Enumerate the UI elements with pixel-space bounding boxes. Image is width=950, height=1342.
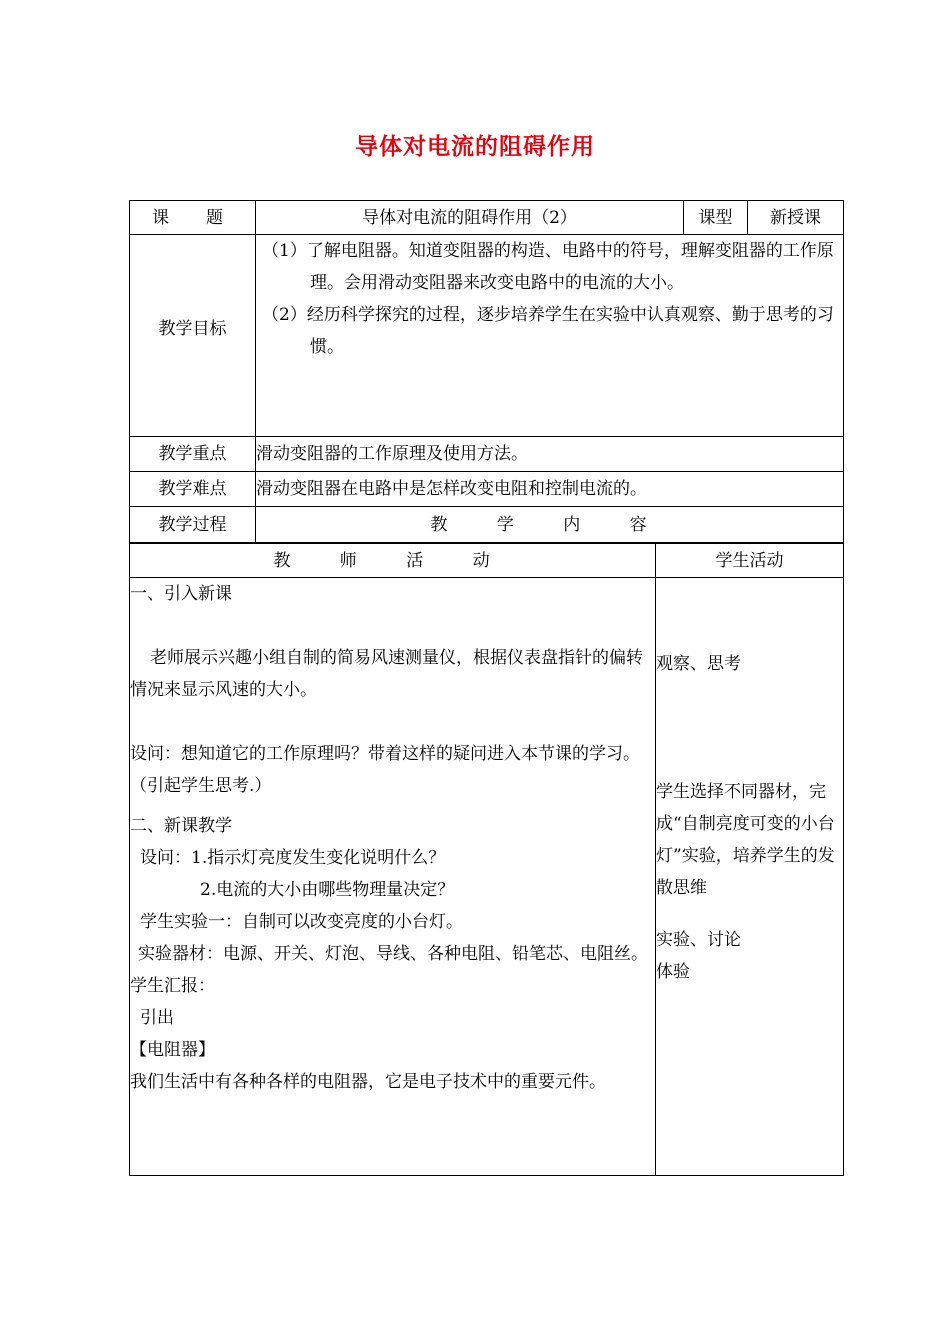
topic-row (130, 201, 844, 235)
process-value: 教 学 内 容 (256, 507, 844, 543)
lead-text: 引出 (140, 1008, 174, 1028)
type-value: 新授课 (748, 201, 844, 235)
objectives-label: 教学目标 (130, 235, 256, 437)
difficulty-value: 滑动变阻器在电路中是怎样改变电阻和控制电流的。 (256, 472, 844, 507)
document-title: 导体对电流的阻碍作用 (355, 134, 595, 160)
question-paragraph: 设问：想知道它的工作原理吗？带着这样的疑问进入本节课的学习。（引起学生思考.） (130, 744, 640, 796)
student-activity-2: 学生选择不同器材，完成“自制亮度可变的小台灯”实验，培养学生的发散思维 (656, 782, 835, 898)
teacher-activity-header: 教 师 活 动 (130, 544, 656, 578)
experiment-materials: 实验器材：电源、开关、灯泡、导线、各种电阻、铅笔芯、电阻丝。 (138, 944, 648, 964)
activities-content-row (130, 578, 844, 1176)
student-report: 学生汇报： (130, 976, 215, 996)
type-label: 课型 (684, 201, 748, 235)
difficulty-row (130, 472, 844, 507)
objective-item-2: （2）经历科学探究的过程，逐步培养学生在实验中认真观察、勤于思考的习惯。 (262, 305, 834, 357)
activities-header-row (130, 544, 844, 578)
resistor-text: 我们生活中有各种各样的电阻器，它是电子技术中的重要元件。 (130, 1072, 606, 1092)
student-activity-header: 学生活动 (656, 544, 844, 578)
experiment-1: 学生实验一：自制可以改变亮度的小台灯。 (140, 912, 463, 932)
key-point-row (130, 437, 844, 472)
process-label: 教学过程 (130, 507, 256, 543)
question-1: 设问：1.指示灯亮度发生变化说明什么？ (140, 848, 446, 868)
key-point-label: 教学重点 (130, 437, 256, 472)
topic-label: 课 题 (130, 201, 256, 235)
topic-value: 导体对电流的阻碍作用（2） (256, 201, 684, 235)
section-new-lesson-heading: 二、新课教学 (130, 816, 232, 836)
difficulty-label: 教学难点 (130, 472, 256, 507)
section-intro-heading: 一、引入新课 (130, 584, 232, 604)
student-activity-3: 实验、讨论 (656, 930, 741, 950)
intro-paragraph: 老师展示兴趣小组自制的简易风速测量仪，根据仪表盘指针的偏转情况来显示风速的大小。 (130, 648, 643, 700)
student-activity-content (656, 578, 844, 1176)
objectives-row (130, 235, 844, 437)
key-point-value: 滑动变阻器的工作原理及使用方法。 (256, 437, 844, 472)
student-activity-1: 观察、思考 (656, 654, 741, 674)
objective-item-1: （1）了解电阻器。知道变阻器的构造、电路中的符号，理解变阻器的工作原理。会用滑动变阻器来改变电路中的电流的大小。 (262, 241, 834, 293)
process-row (130, 507, 844, 543)
activities-table (129, 543, 844, 1176)
lesson-info-table (129, 200, 844, 543)
objectives-content (256, 235, 844, 437)
student-activity-4: 体验 (656, 962, 690, 982)
question-2: 2.电流的大小由哪些物理量决定？ (200, 880, 455, 900)
resistor-heading: 【电阻器】 (130, 1040, 215, 1060)
teacher-activity-content (130, 578, 656, 1176)
